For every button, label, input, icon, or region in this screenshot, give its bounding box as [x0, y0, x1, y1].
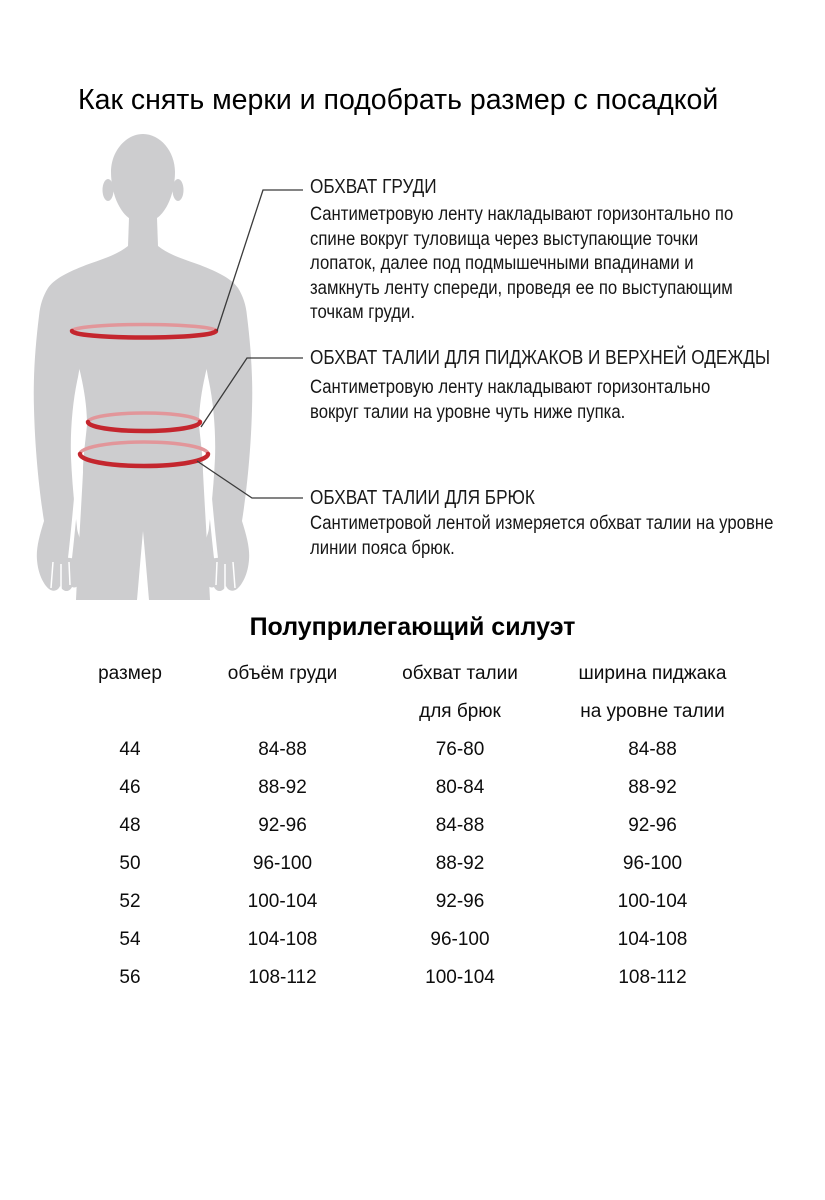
size-cell: 96-100: [622, 853, 683, 874]
measurement-rings-bottom: [72, 331, 216, 466]
trouser-waist-ring-bottom-arc: [80, 454, 208, 466]
measurement-heading-jacket-waist: ОБХВАТ ТАЛИИ ДЛЯ ПИДЖАКОВ И ВЕРХНЕЙ ОДЕЖДЫ: [310, 347, 771, 369]
size-cell: 50: [119, 853, 141, 874]
chest-ring-top-arc: [72, 325, 216, 331]
size-table-title: Полуприлегающий силуэт: [249, 613, 576, 641]
right-ear-shape: [173, 179, 184, 201]
measurement-description-trouser-waist: Сантиметровой лентой измеряется обхват талии на уровне линии пояса брюк.: [310, 513, 774, 559]
size-cell: 96-100: [252, 853, 313, 874]
jacket-waist-ring-bottom-arc: [88, 422, 200, 431]
measurement-heading-chest: ОБХВАТ ГРУДИ: [310, 176, 437, 198]
size-cell: 108-112: [248, 967, 317, 988]
left-arm-gap: [70, 452, 80, 558]
measurement-rings-top: [72, 325, 216, 454]
left-arm-shape: [34, 287, 93, 591]
measurement-description-jacket-waist: Сантиметровую ленту накладывают горизонтально вокруг талии на уровне чуть ниже пупка.: [310, 377, 711, 423]
trouser-waist-ring-top-arc: [80, 442, 208, 454]
right-arm-shape: [193, 287, 252, 591]
size-cell: 84-88: [258, 739, 307, 760]
size-cell: 108-112: [618, 967, 687, 988]
size-table: [70, 655, 760, 997]
size-cell: 88-92: [258, 777, 307, 798]
size-cell: 100-104: [425, 967, 495, 988]
column-header-chest: объём груди: [227, 663, 338, 684]
size-cell: 46: [119, 777, 141, 798]
trouser-waist-callout-line: [197, 461, 303, 498]
page-title: Как снять мерки и подобрать размер с посадкой: [78, 84, 719, 116]
size-cell: 100-104: [617, 891, 688, 912]
size-cell: 54: [119, 929, 141, 950]
torso-shape: [48, 134, 238, 600]
body-silhouette: [34, 134, 253, 600]
size-cell: 56: [119, 967, 141, 988]
jacket-waist-ring-top-arc: [88, 413, 200, 422]
right-hand-fingers: [216, 562, 235, 589]
size-cell: 88-92: [628, 777, 677, 798]
size-cell: 104-108: [617, 929, 688, 950]
chest-callout-line: [217, 190, 303, 331]
left-ear-shape: [103, 179, 114, 201]
measurement-description-chest: Сантиметровую ленту накладывают горизонтально по спине вокруг туловища через выступающие точки лопаток, далее под подмышечными впадинами и замкнуть ленту спереди, проведя ее по выступающим точкам груди.: [310, 204, 734, 323]
size-cell: 84-88: [435, 815, 485, 836]
size-cell: 80-84: [435, 777, 485, 798]
size-cell: 100-104: [247, 891, 318, 912]
left-hand-fingers: [51, 562, 70, 589]
callout-leader-lines: [197, 190, 303, 498]
size-cell: 44: [119, 739, 141, 760]
size-cell: 92-96: [435, 891, 485, 912]
column-header-trouser-waist: обхват талии для брюк: [402, 663, 518, 722]
measurement-heading-trouser-waist: ОБХВАТ ТАЛИИ ДЛЯ БРЮК: [310, 487, 535, 509]
chest-ring-bottom-arc: [72, 331, 216, 338]
jacket-waist-callout-line: [201, 358, 303, 427]
size-cell: 52: [119, 891, 141, 912]
size-cell: 48: [119, 815, 141, 836]
size-cell: 92-96: [628, 815, 677, 836]
size-cell: 92-96: [258, 815, 307, 836]
column-header-size: размер: [98, 663, 162, 684]
size-cell: 96-100: [430, 929, 490, 950]
size-cell: 88-92: [435, 853, 485, 874]
column-header-jacket-width: ширина пиджака на уровне талии: [578, 663, 727, 722]
size-cell: 84-88: [628, 739, 677, 760]
size-cell: 76-80: [435, 739, 485, 760]
size-cell: 104-108: [247, 929, 318, 950]
silhouette-detail-lines: [51, 452, 235, 589]
right-arm-gap: [206, 452, 216, 558]
